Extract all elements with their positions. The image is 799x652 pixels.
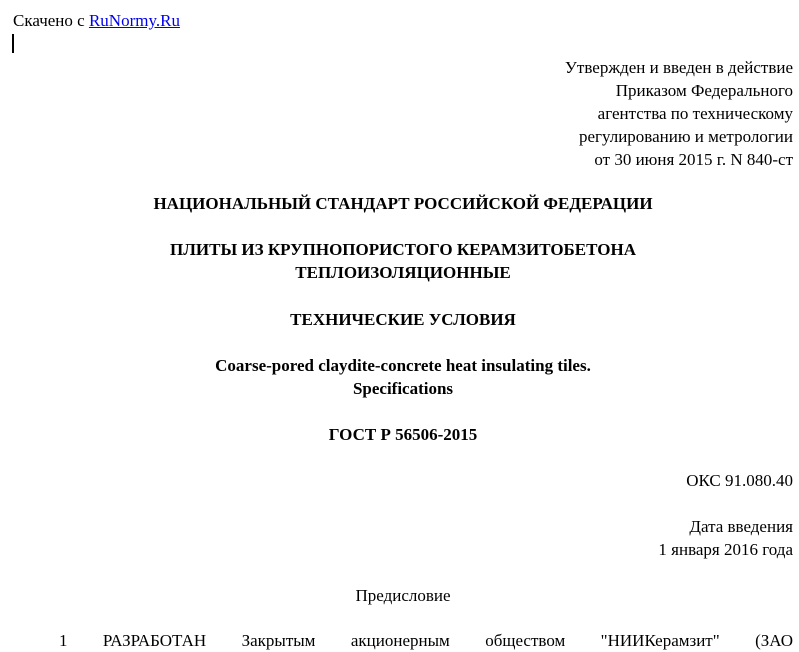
- english-title-line-1: Coarse-pored claydite-concrete heat insulating tiles.: [215, 356, 591, 375]
- intro-label: Дата введения: [689, 517, 793, 536]
- source-line: [13, 9, 180, 32]
- standard-code: ГОСТ Р 56506-2015: [328, 425, 478, 444]
- paragraph-1: 1 РАЗРАБОТАН Закрытым акционерным обществом "НИИКерамзит" (ЗАО: [59, 631, 793, 650]
- title-line-1: ПЛИТЫ ИЗ КРУПНОПОРИСТОГО КЕРАМЗИТОБЕТОНА: [170, 240, 636, 259]
- runormy-link[interactable]: RuNormy.Ru: [88, 11, 180, 30]
- approval-line: Утвержден и введен в действие: [564, 58, 793, 77]
- english-title-line-2: Specifications: [352, 379, 454, 398]
- approval-line: Приказом Федерального: [615, 81, 793, 100]
- foreword-heading: Предисловие: [355, 586, 451, 605]
- text-cursor: [12, 34, 14, 53]
- subtitle: ТЕХНИЧЕСКИЕ УСЛОВИЯ: [290, 310, 516, 329]
- approval-line: агентства по техническому: [597, 104, 793, 123]
- title-line-2: ТЕПЛОИЗОЛЯЦИОННЫЕ: [295, 263, 511, 282]
- source-prefix: Скачено с: [13, 11, 85, 30]
- approval-block: [565, 56, 793, 171]
- approval-line: от 30 июня 2015 г. N 840-ст: [594, 150, 793, 169]
- oks-code: ОКС 91.080.40: [686, 471, 793, 490]
- approval-line: регулированию и метрологии: [578, 127, 793, 146]
- intro-date: 1 января 2016 года: [658, 540, 793, 559]
- standard-heading: НАЦИОНАЛЬНЫЙ СТАНДАРТ РОССИЙСКОЙ ФЕДЕРАЦИИ: [153, 194, 653, 213]
